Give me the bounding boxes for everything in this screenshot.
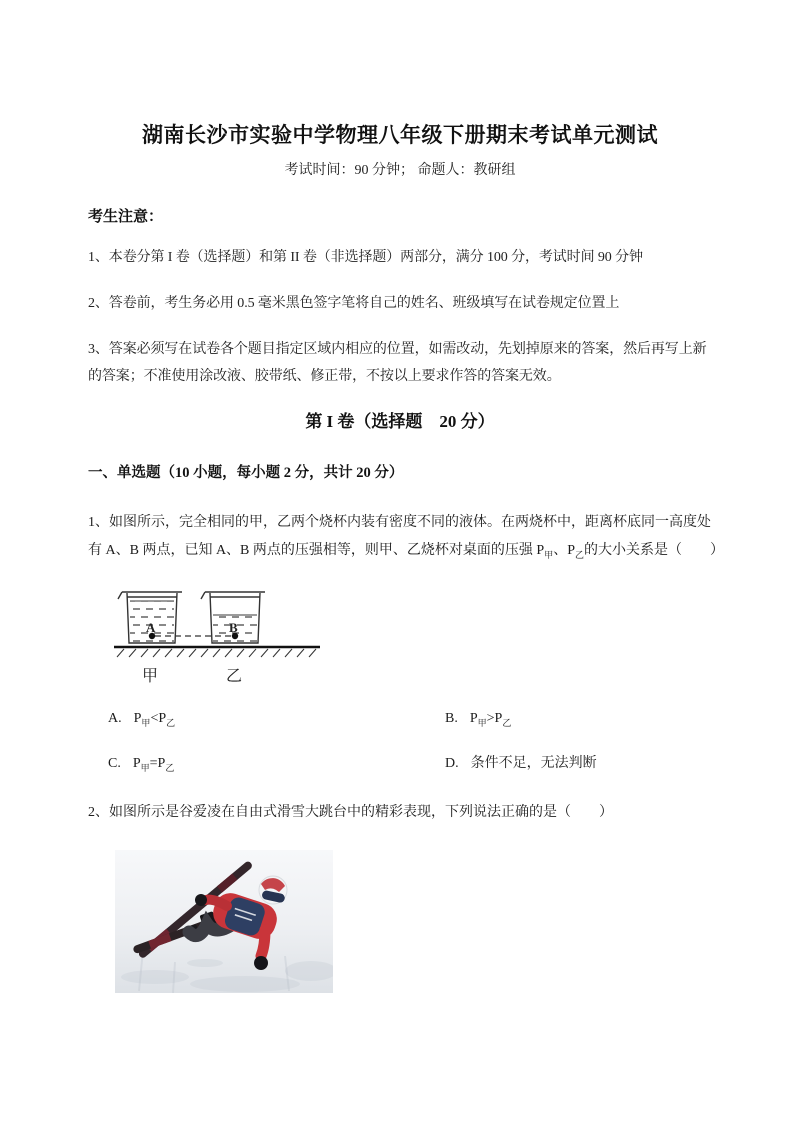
skier-right-glove: [254, 956, 268, 970]
subscript-yi: 乙: [575, 550, 585, 560]
option-d-label: D.: [445, 756, 459, 771]
stem-text: 、P: [553, 543, 575, 558]
ground: [114, 647, 320, 657]
beaker-left-caption: 甲: [142, 668, 159, 685]
q1-option-a: [88, 705, 425, 732]
subscript-jia: 甲: [141, 718, 151, 728]
question-1-stem-line-2: [88, 537, 725, 565]
subscript-jia: 甲: [544, 550, 554, 560]
option-c-label: C.: [108, 756, 121, 771]
option-b-text: >P: [486, 711, 503, 726]
skier-photo: [115, 850, 333, 993]
option-c-text: =P: [149, 756, 166, 771]
beakers-figure: [114, 581, 326, 699]
subscript-yi: 乙: [165, 763, 175, 773]
subscript-jia: 甲: [140, 763, 150, 773]
question-1-options: [88, 705, 712, 777]
beaker-right-caption: 乙: [226, 668, 243, 685]
question-2-photo: [115, 850, 333, 993]
skier-right-arm: [261, 930, 265, 956]
skier-helmet: [259, 876, 287, 904]
question-1-figure: [114, 581, 712, 699]
stem-text: 的大小关系是（ ）: [584, 543, 725, 558]
option-a-label: A.: [108, 711, 122, 726]
question-1-stem-line-1: 1、如图所示，完全相同的甲，乙两个烧杯内装有密度不同的液体。在两烧杯中，距离杯底同一高度处: [88, 515, 711, 530]
skier-left-glove: [195, 894, 207, 906]
notice-item-3: 3、答案必须写在试卷各个题目指定区域内相应的位置，如需改动，先划掉原来的答案，然后再写上新的答案；不准使用涂改液、胶带纸、修正带，不按以上要求作答的答案无效。: [88, 342, 707, 384]
option-c-text: P: [132, 756, 141, 771]
q1-option-c: [88, 750, 425, 777]
subscript-yi: 乙: [502, 718, 512, 728]
point-b-label: B: [229, 620, 238, 635]
notice-heading: 考生注意：: [88, 209, 164, 225]
option-a-text: <P: [150, 711, 167, 726]
page-title: 湖南长沙市实验中学物理八年级下册期末考试单元测试: [142, 123, 658, 147]
exam-meta: 考试时间：90 分钟； 命题人：教研组: [284, 163, 516, 178]
q1-option-d: [425, 750, 712, 777]
notice-item-1: 1、本卷分第 I 卷（选择题）和第 II 卷（非选择题）两部分，满分 100 分，考试时间 90 分钟: [88, 250, 643, 265]
part-1-heading: 一、单选题（10 小题，每小题 2 分，共计 20 分）: [88, 465, 404, 481]
stem-text: 有 A、B 两点，已知 A、B 两点的压强相等，则甲、乙烧杯对桌面的压强 P: [88, 543, 545, 558]
q1-option-b: [425, 705, 712, 732]
option-b-label: B.: [445, 711, 458, 726]
question-2-stem: 2、如图所示是谷爱凌在自由式滑雪大跳台中的精彩表现，下列说法正确的是（ ）: [88, 805, 613, 820]
section-1-heading: 第 I 卷（选择题 20 分）: [305, 412, 495, 431]
subscript-jia: 甲: [477, 718, 487, 728]
point-a-label: A: [146, 620, 156, 635]
option-a-text: P: [133, 711, 142, 726]
option-b-text: P: [469, 711, 478, 726]
subscript-yi: 乙: [166, 718, 176, 728]
option-d-text: 条件不足，无法判断: [470, 756, 597, 771]
notice-item-2: 2、答卷前，考生务必用 0.5 毫米黑色签字笔将自己的姓名、班级填写在试卷规定位置上: [88, 296, 620, 311]
question-1-stem: [88, 509, 725, 565]
